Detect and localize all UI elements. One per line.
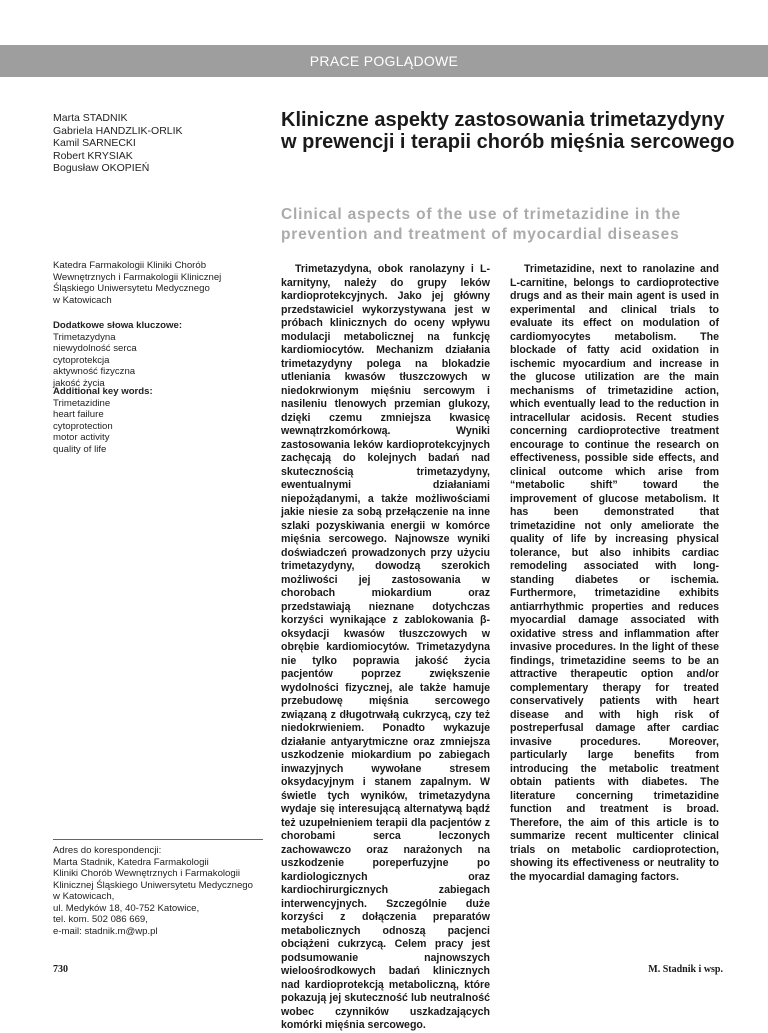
author: Gabriela HANDZLIK-ORLIK xyxy=(53,124,183,137)
abstract-english: Trimetazidine, next to ranolazine and L-carnitine, belongs to cardioprotective drugs and as their main agent is used in experimental and clinical trials to evaluate its effect on modulation of cardiomyocytes metabolism. The blockade of fatty acid oxidation in ischemic myocardium and increase in the glucose utilization are the main mechanisms of trimetazidine action, which eventually lead to the reduction in intracellular acidosis. Recent studies concerning cardioprotective treatment encourage to continue the research on effectiveness, possible side effects, and clinical outcome which arise from “metabolic shift” toward the improvement of glucose metabolism. It has been demonstrated that trimetazidine not only ameliorate the quality of life by increasing physical tolerance, but also inhibits cardiac remodeling associated with long-standing diabetes or ischemia. Furthermore, trimetazidine exhibits antiarrhythmic properties and reduces myocardial damage associated with oxidative stress and inflammation after invasive procedures. In the light of these findings, trimetazidine seems to be an attractive therapeutic option and/or complementary therapy for treated conservatively patients with heart disease and with high risk of postreperfusal damage after cardiac invasive procedures. Moreover, particularly large benefits from introducing the metabolic treatment obtain patients with diabetes. The literature concerning trimetazidine function and treatment is broad. Therefore, the aim of this article is to summarize recent multicenter clinical trials on metabolic cardioprotection, showing its effectiveness or neutrality to the myocardial damaging factors. xyxy=(510,263,719,883)
keywords-english xyxy=(53,386,263,455)
correspondence-divider xyxy=(53,839,263,840)
keyword: cytoprotekcja xyxy=(53,354,110,366)
correspondence-line: Kliniki Chorób Wewnętrznych i Farmakologii xyxy=(53,868,240,879)
keywords-polish xyxy=(53,320,263,389)
keyword: quality of life xyxy=(53,443,107,455)
affiliation-line: Śląskiego Uniwersytetu Medycznego xyxy=(53,283,210,294)
affiliation xyxy=(53,260,263,306)
keyword: Trimetazydyna xyxy=(53,331,116,343)
keyword: Trimetazidine xyxy=(53,397,111,409)
correspondence-line: tel. kom. 502 086 669, xyxy=(53,914,148,925)
correspondence-line: Klinicznej Śląskiego Uniwersytetu Medycznego xyxy=(53,879,253,891)
article-title-polish: Kliniczne aspekty zastosowania trimetazydyny w prewencji i terapii chorób mięśnia sercowego xyxy=(281,109,735,153)
keywords-polish-heading: Dodatkowe słowa kluczowe: xyxy=(53,320,183,331)
author: Robert KRYSIAK xyxy=(53,149,133,162)
keyword: aktywność fizyczna xyxy=(53,366,136,377)
section-banner: PRACE POGLĄDOWE xyxy=(0,45,768,77)
author: Kamil SARNECKI xyxy=(53,137,136,149)
affiliation-line: Katedra Farmakologii Kliniki Chorób xyxy=(53,260,207,271)
correspondence-line: ul. Medyków 18, 40-752 Katowice, xyxy=(53,902,200,914)
abstract-english-column xyxy=(510,263,719,884)
keywords-english-heading: Additional key words: xyxy=(53,386,153,397)
keyword: niewydolność serca xyxy=(53,343,137,354)
correspondence-line: w Katowicach, xyxy=(53,891,115,902)
keyword: cytoprotection xyxy=(53,420,113,432)
keyword: jakość życia xyxy=(53,377,105,389)
affiliation-line: Wewnętrznych i Farmakologii Klinicznej xyxy=(53,271,222,283)
correspondence-line: Adres do korespondencji: xyxy=(53,845,162,856)
correspondence-address xyxy=(53,845,263,937)
author-list xyxy=(53,112,263,175)
author: Marta STADNIK xyxy=(53,112,128,124)
page-number: 730 xyxy=(53,964,68,975)
keyword: motor activity xyxy=(53,432,110,443)
affiliation-line: w Katowicach xyxy=(53,294,112,306)
abstract-polish-column xyxy=(281,263,490,1033)
article-title-english: Clinical aspects of the use of trimetazidine in the prevention and treatment of myocardial diseases xyxy=(281,206,681,243)
correspondence-email: e-mail: stadnik.m@wp.pl xyxy=(53,925,158,937)
correspondence-line: Marta Stadnik, Katedra Farmakologii xyxy=(53,856,209,868)
keyword: heart failure xyxy=(53,409,104,420)
author: Bogusław OKOPIEŃ xyxy=(53,162,150,174)
running-footer: M. Stadnik i wsp. xyxy=(648,964,723,975)
abstract-polish: Trimetazydyna, obok ranolazyny i L-karnityny, należy do grupy leków kardioprotekcyjnych. Jako jej główny przedstawiciel wykorzystywana jest w próbach klinicznych do oceny wpływu modulacji metabolicznej na funkcję kardiomiocytów. Mechanizm działania trimetazydyny polega na blokadzie utleniania kwasów tłuszczowych w niedokrwionym mięśniu sercowym i nasileniu tlenowych przemian glukozy, dzięki czemu zmniejsza kwasicę wewnątrzkomórkową. Wyniki zastosowania leków kardioprotekcyjnych zachęcają do kolejnych badań nad skutecznością trimetazydyny, ewentualnymi działaniami niepożądanymi, a także możliwościami jakie niesie za sobą przełączenie na inne szlaki pozyskiwania energii w komórce mięśnia sercowego. Najnowsze wyniki doświadczeń prowadzonych przy użyciu trimetazydyny, dowodzą szerokich możliwości jej zastosowania w chorobach miokardium oraz przedstawiają nieznane dotychczas korzyści wynikające z zablokowania β-oksydacji kwasów tłuszczowych w obrębie kardiomiocytów. Trimetazydyna nie tylko poprawia jakość życia pacjentów poprzez zwiększenie wydolności fizycznej, ale także hamuje przebudowę mięśnia sercowego związaną z długotrwałą cukrzycą, czy też niedokrwieniem. Ponadto wykazuje działanie antyarytmiczne oraz zmniejsza uszkodzenie miokardium po zabiegach inwazyjnych wywołane stresem oksydacyjnym i stanem zapalnym. W świetle tych wyników, trimetazydyna wydaje się interesującą alternatywą bądź też uzupełnieniem terapii dla pacjentów z chorobami serca leczonych zachowawczo oraz narażonych na uszkodzenie poreperfuzyjne po kardiologicznych oraz kardiochirurgicznych zabiegach interwencyjnych. Szczególnie duże korzyści z dołączenia preparatów metabolicznych odnoszą pacjenci obciążeni cukrzycą. Celem pracy jest podsumowanie najnowszych wieloośrodkowych badań klinicznych nad kardioprotekcją metaboliczną, które pokazują jej skuteczność lub neutralność wobec czynników uszkadzających komórki mięśnia sercowego. xyxy=(281,263,490,1031)
